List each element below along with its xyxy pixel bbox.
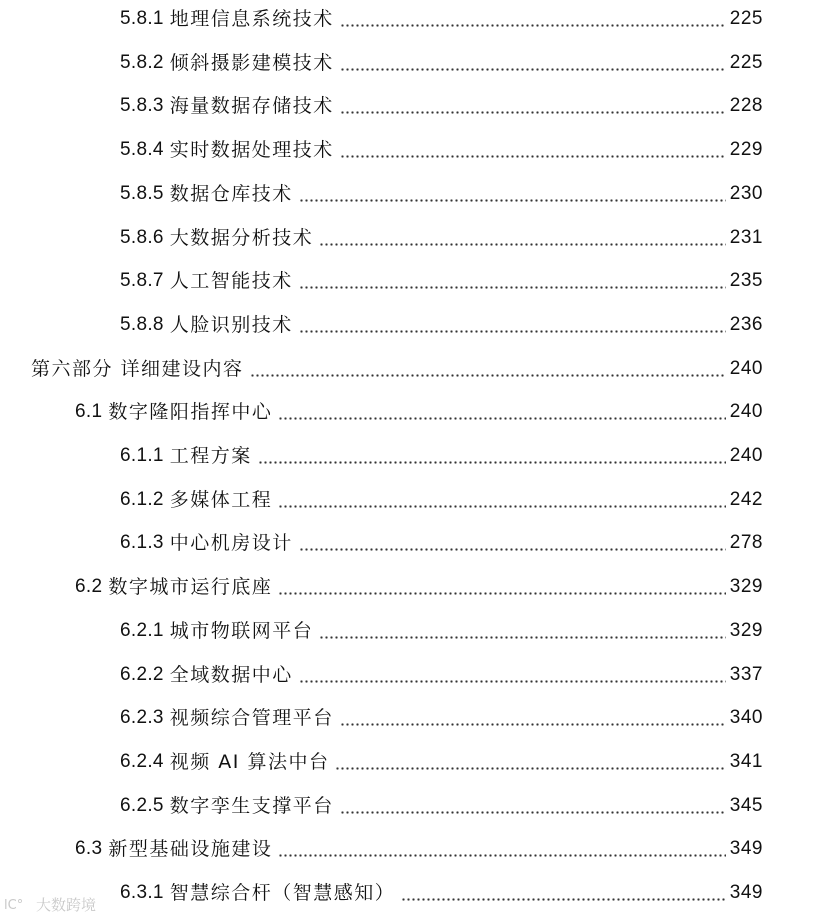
toc-entry-title: 智慧综合杆（智慧感知） — [169, 882, 396, 904]
toc-entry-page-number: 349 — [729, 838, 763, 860]
dot-leader — [299, 312, 726, 338]
toc-entry-title: 倾斜摄影建模技术 — [169, 51, 334, 74]
toc-entry[interactable] — [120, 225, 763, 251]
toc-entry-title: 数字城市运行底座 — [108, 576, 273, 599]
toc-entry-page-number: 240 — [729, 401, 763, 423]
toc-entry-number: 5.8.2 — [120, 51, 164, 73]
toc-entry-title: 数字隆阳指挥中心 — [108, 401, 273, 424]
dot-leader — [340, 705, 726, 731]
toc-entry-title: 数字孪生支撑平台 — [169, 794, 334, 817]
toc-entry[interactable] — [120, 662, 763, 688]
toc-entry-title: 实时数据处理技术 — [169, 139, 334, 162]
toc-entry-page-number: 340 — [729, 707, 763, 729]
toc-entry-number: 5.8.6 — [120, 226, 164, 248]
toc-entry-page-number: 225 — [729, 8, 763, 29]
toc-entry-number: 6.2 — [75, 576, 103, 598]
toc-entry[interactable] — [120, 793, 763, 819]
dot-leader — [278, 487, 726, 513]
toc-entry-number: 5.8.3 — [120, 95, 164, 117]
toc-entry-number: 6.1.3 — [120, 532, 164, 554]
logo-icon — [4, 895, 34, 913]
toc-entry[interactable] — [120, 181, 763, 207]
toc-entry-number: 6.3.1 — [120, 882, 164, 903]
toc-entry-number: 6.3 — [75, 838, 103, 860]
dot-leader — [340, 793, 726, 819]
toc-entry[interactable] — [120, 749, 763, 775]
dot-leader — [278, 836, 725, 862]
toc-entry-page-number: 225 — [729, 51, 763, 73]
toc-entry[interactable] — [120, 6, 763, 32]
dot-leader — [401, 880, 726, 906]
toc-entry-title: 工程方案 — [169, 445, 252, 467]
toc-entry[interactable] — [31, 356, 763, 382]
toc-entry-page-number: 345 — [729, 794, 763, 816]
toc-entry-title: 海量数据存储技术 — [169, 95, 334, 118]
toc-entry-page-number: 329 — [729, 619, 763, 641]
toc-entry[interactable] — [75, 836, 763, 862]
toc-entry-number: 6.2.3 — [120, 707, 164, 729]
toc-entry[interactable] — [120, 880, 763, 906]
toc-entry-number: 6.2.5 — [120, 794, 164, 816]
toc-entry[interactable] — [120, 487, 763, 513]
toc-entry-page-number: 242 — [729, 488, 763, 510]
dot-leader — [340, 6, 726, 32]
toc-entry-title: 全域数据中心 — [169, 663, 293, 686]
toc-entry[interactable] — [120, 268, 763, 294]
toc-entry-page-number: 231 — [729, 226, 763, 248]
toc-entry[interactable] — [75, 399, 763, 425]
toc-entry-page-number: 230 — [729, 182, 763, 204]
toc-entry-number: 6.2.1 — [120, 619, 164, 641]
toc-entry-number: 5.8.4 — [120, 139, 164, 161]
toc-entry-title: 第六部分 详细建设内容 — [31, 357, 244, 380]
toc-entry-page-number: 240 — [729, 445, 763, 466]
toc-entry-page-number: 329 — [729, 576, 763, 598]
dot-leader — [299, 662, 726, 688]
dot-leader — [340, 50, 726, 76]
toc-entry-title: 地理信息系统技术 — [169, 8, 334, 30]
toc-entry-number: 6.1.2 — [120, 488, 164, 510]
toc-entry[interactable] — [120, 443, 763, 469]
dot-leader — [319, 618, 726, 644]
svg-text:lC°: lC° — [4, 898, 24, 913]
toc-entry[interactable] — [75, 574, 763, 600]
toc-entry-page-number: 337 — [729, 663, 763, 685]
toc-entry-title: 多媒体工程 — [169, 488, 273, 511]
toc-entry-title: 数据仓库技术 — [169, 182, 293, 205]
toc-entry-page-number: 240 — [729, 357, 763, 379]
toc-entry[interactable] — [120, 530, 763, 556]
dot-leader — [340, 137, 726, 163]
toc-entry-number: 6.1 — [75, 401, 103, 423]
dot-leader — [299, 530, 726, 556]
toc-entry-title: 人脸识别技术 — [169, 313, 293, 336]
toc-entry-page-number: 278 — [729, 532, 763, 554]
watermark — [4, 893, 96, 915]
dot-leader — [299, 268, 726, 294]
toc-entry-number: 6.2.2 — [120, 663, 164, 685]
toc-entry-page-number: 236 — [729, 313, 763, 335]
dot-leader — [278, 399, 725, 425]
dot-leader — [335, 749, 725, 775]
toc-entry[interactable] — [120, 93, 763, 119]
toc-entry-number: 5.8.7 — [120, 270, 164, 292]
toc-entry[interactable] — [120, 705, 763, 731]
dot-leader — [250, 356, 726, 382]
toc-entry-title: 人工智能技术 — [169, 270, 293, 293]
toc-entry[interactable] — [120, 618, 763, 644]
toc-entry-title: 中心机房设计 — [169, 532, 293, 555]
toc-entry-number: 6.2.4 — [120, 750, 164, 772]
toc-entry-title: 新型基础设施建设 — [108, 838, 273, 861]
toc-entry-page-number: 349 — [729, 882, 763, 903]
dot-leader — [319, 225, 726, 251]
dot-leader — [258, 443, 726, 469]
toc-entry-number: 5.8.5 — [120, 182, 164, 204]
dot-leader — [299, 181, 726, 207]
toc-entry-title: 大数据分析技术 — [169, 226, 314, 249]
toc-entry-page-number: 229 — [729, 139, 763, 161]
toc-entry[interactable] — [120, 50, 763, 76]
toc-entry[interactable] — [120, 312, 763, 338]
toc-entry-page-number: 235 — [729, 270, 763, 292]
toc-entry-number: 5.8.1 — [120, 8, 164, 29]
dot-leader — [340, 93, 726, 119]
toc-entry-number: 5.8.8 — [120, 313, 164, 335]
toc-entry-title: 城市物联网平台 — [169, 619, 314, 642]
toc-entry-title: 视频 AI 算法中台 — [169, 750, 330, 773]
toc-entry-number: 6.1.1 — [120, 445, 164, 466]
toc-entry-page-number: 228 — [729, 95, 763, 117]
watermark-text: 大数跨境 — [36, 895, 97, 914]
toc-entry[interactable] — [120, 137, 763, 163]
dot-leader — [278, 574, 725, 600]
toc-entry-title: 视频综合管理平台 — [169, 707, 334, 730]
toc-entry-page-number: 341 — [729, 750, 763, 772]
